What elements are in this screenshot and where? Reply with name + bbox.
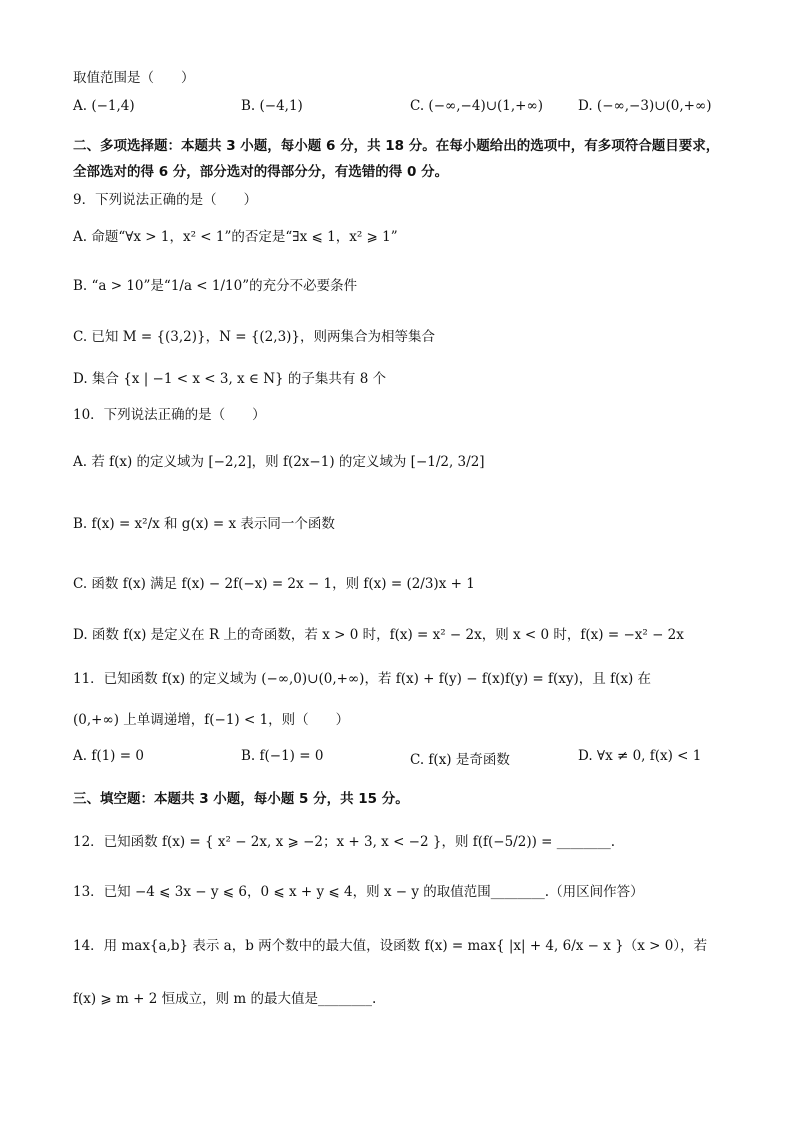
line-q11-B: B. f(−1) = 0 xyxy=(241,748,324,764)
line-q14-a: 14．用 max{a,b} 表示 a，b 两个数中的最大值，设函数 f(x) = max{ |x| + 4, 6/x − x }（x > 0），若 xyxy=(73,938,708,954)
line-q11-D: D. ∀x ≠ 0, f(x) < 1 xyxy=(578,748,702,764)
line-q11-A: A. f(1) = 0 xyxy=(73,748,144,764)
line-sec2-b: 全部选对的得 6 分，部分选对的得部分分，有选错的得 0 分。 xyxy=(73,164,449,180)
line-q14-b: f(x) ⩾ m + 2 恒成立，则 m 的最大值是________. xyxy=(73,991,377,1007)
line-q10-B: B. f(x) = x²/x 和 g(x) = x 表示同一个函数 xyxy=(73,516,335,532)
line-q11-a: 11．已知函数 f(x) 的定义域为 (−∞,0)∪(0,+∞)，若 f(x) + f(y) − f(x)f(y) = f(xy)，且 f(x) 在 xyxy=(73,671,652,687)
line-sec3: 三、填空题：本题共 3 小题，每小题 5 分，共 15 分。 xyxy=(73,791,409,807)
line-q11-b: (0,+∞) 上单调递增，f(−1) < 1，则（ ） xyxy=(73,712,350,728)
line-q10-C: C. 函数 f(x) 满足 f(x) − 2f(−x) = 2x − 1，则 f(x) = (2/3)x + 1 xyxy=(73,576,475,592)
line-q9: 9．下列说法正确的是（ ） xyxy=(73,192,258,208)
line-q9-C: C. 已知 M = {(3,2)}，N = {(2,3)}，则两集合为相等集合 xyxy=(73,329,436,345)
line-q12: 12．已知函数 f(x) = { x² − 2x, x ⩾ −2；x + 3, x < −2 }，则 f(f(−5/2)) = ________. xyxy=(73,834,616,850)
line-q10-A: A. 若 f(x) 的定义域为 [−2,2]，则 f(2x−1) 的定义域为 [−1/2, 3/2] xyxy=(73,454,485,470)
line-q8-tail: 取值范围是（ ） xyxy=(73,70,195,86)
line-sec2-a: 二、多项选择题：本题共 3 小题，每小题 6 分，共 18 分。在每小题给出的选项中，有多项符合题目要求， xyxy=(73,138,720,154)
line-q11-C: C. f(x) 是奇函数 xyxy=(410,752,510,768)
line-q8-D: D. (−∞,−3)∪(0,+∞) xyxy=(578,98,712,114)
line-q10-D: D. 函数 f(x) 是定义在 R 上的奇函数，若 x > 0 时，f(x) = x² − 2x，则 x < 0 时，f(x) = −x² − 2x xyxy=(73,627,684,643)
line-q9-A: A. 命题“∀x > 1，x² < 1”的否定是“∃x ⩽ 1，x² ⩾ 1” xyxy=(73,229,398,245)
line-q10: 10．下列说法正确的是（ ） xyxy=(73,407,266,423)
line-q9-D: D. 集合 {x | −1 < x < 3, x ∈ N} 的子集共有 8 个 xyxy=(73,371,387,387)
line-q8-C: C. (−∞,−4)∪(1,+∞) xyxy=(410,98,543,114)
line-q9-B: B. “a > 10”是“1/a < 1/10”的充分不必要条件 xyxy=(73,278,358,294)
line-q8-B: B. (−4,1) xyxy=(241,98,303,114)
line-q8-A: A. (−1,4) xyxy=(73,98,135,114)
line-q13: 13．已知 −4 ⩽ 3x − y ⩽ 6，0 ⩽ x + y ⩽ 4，则 x − y 的取值范围________.（用区间作答） xyxy=(73,884,644,900)
